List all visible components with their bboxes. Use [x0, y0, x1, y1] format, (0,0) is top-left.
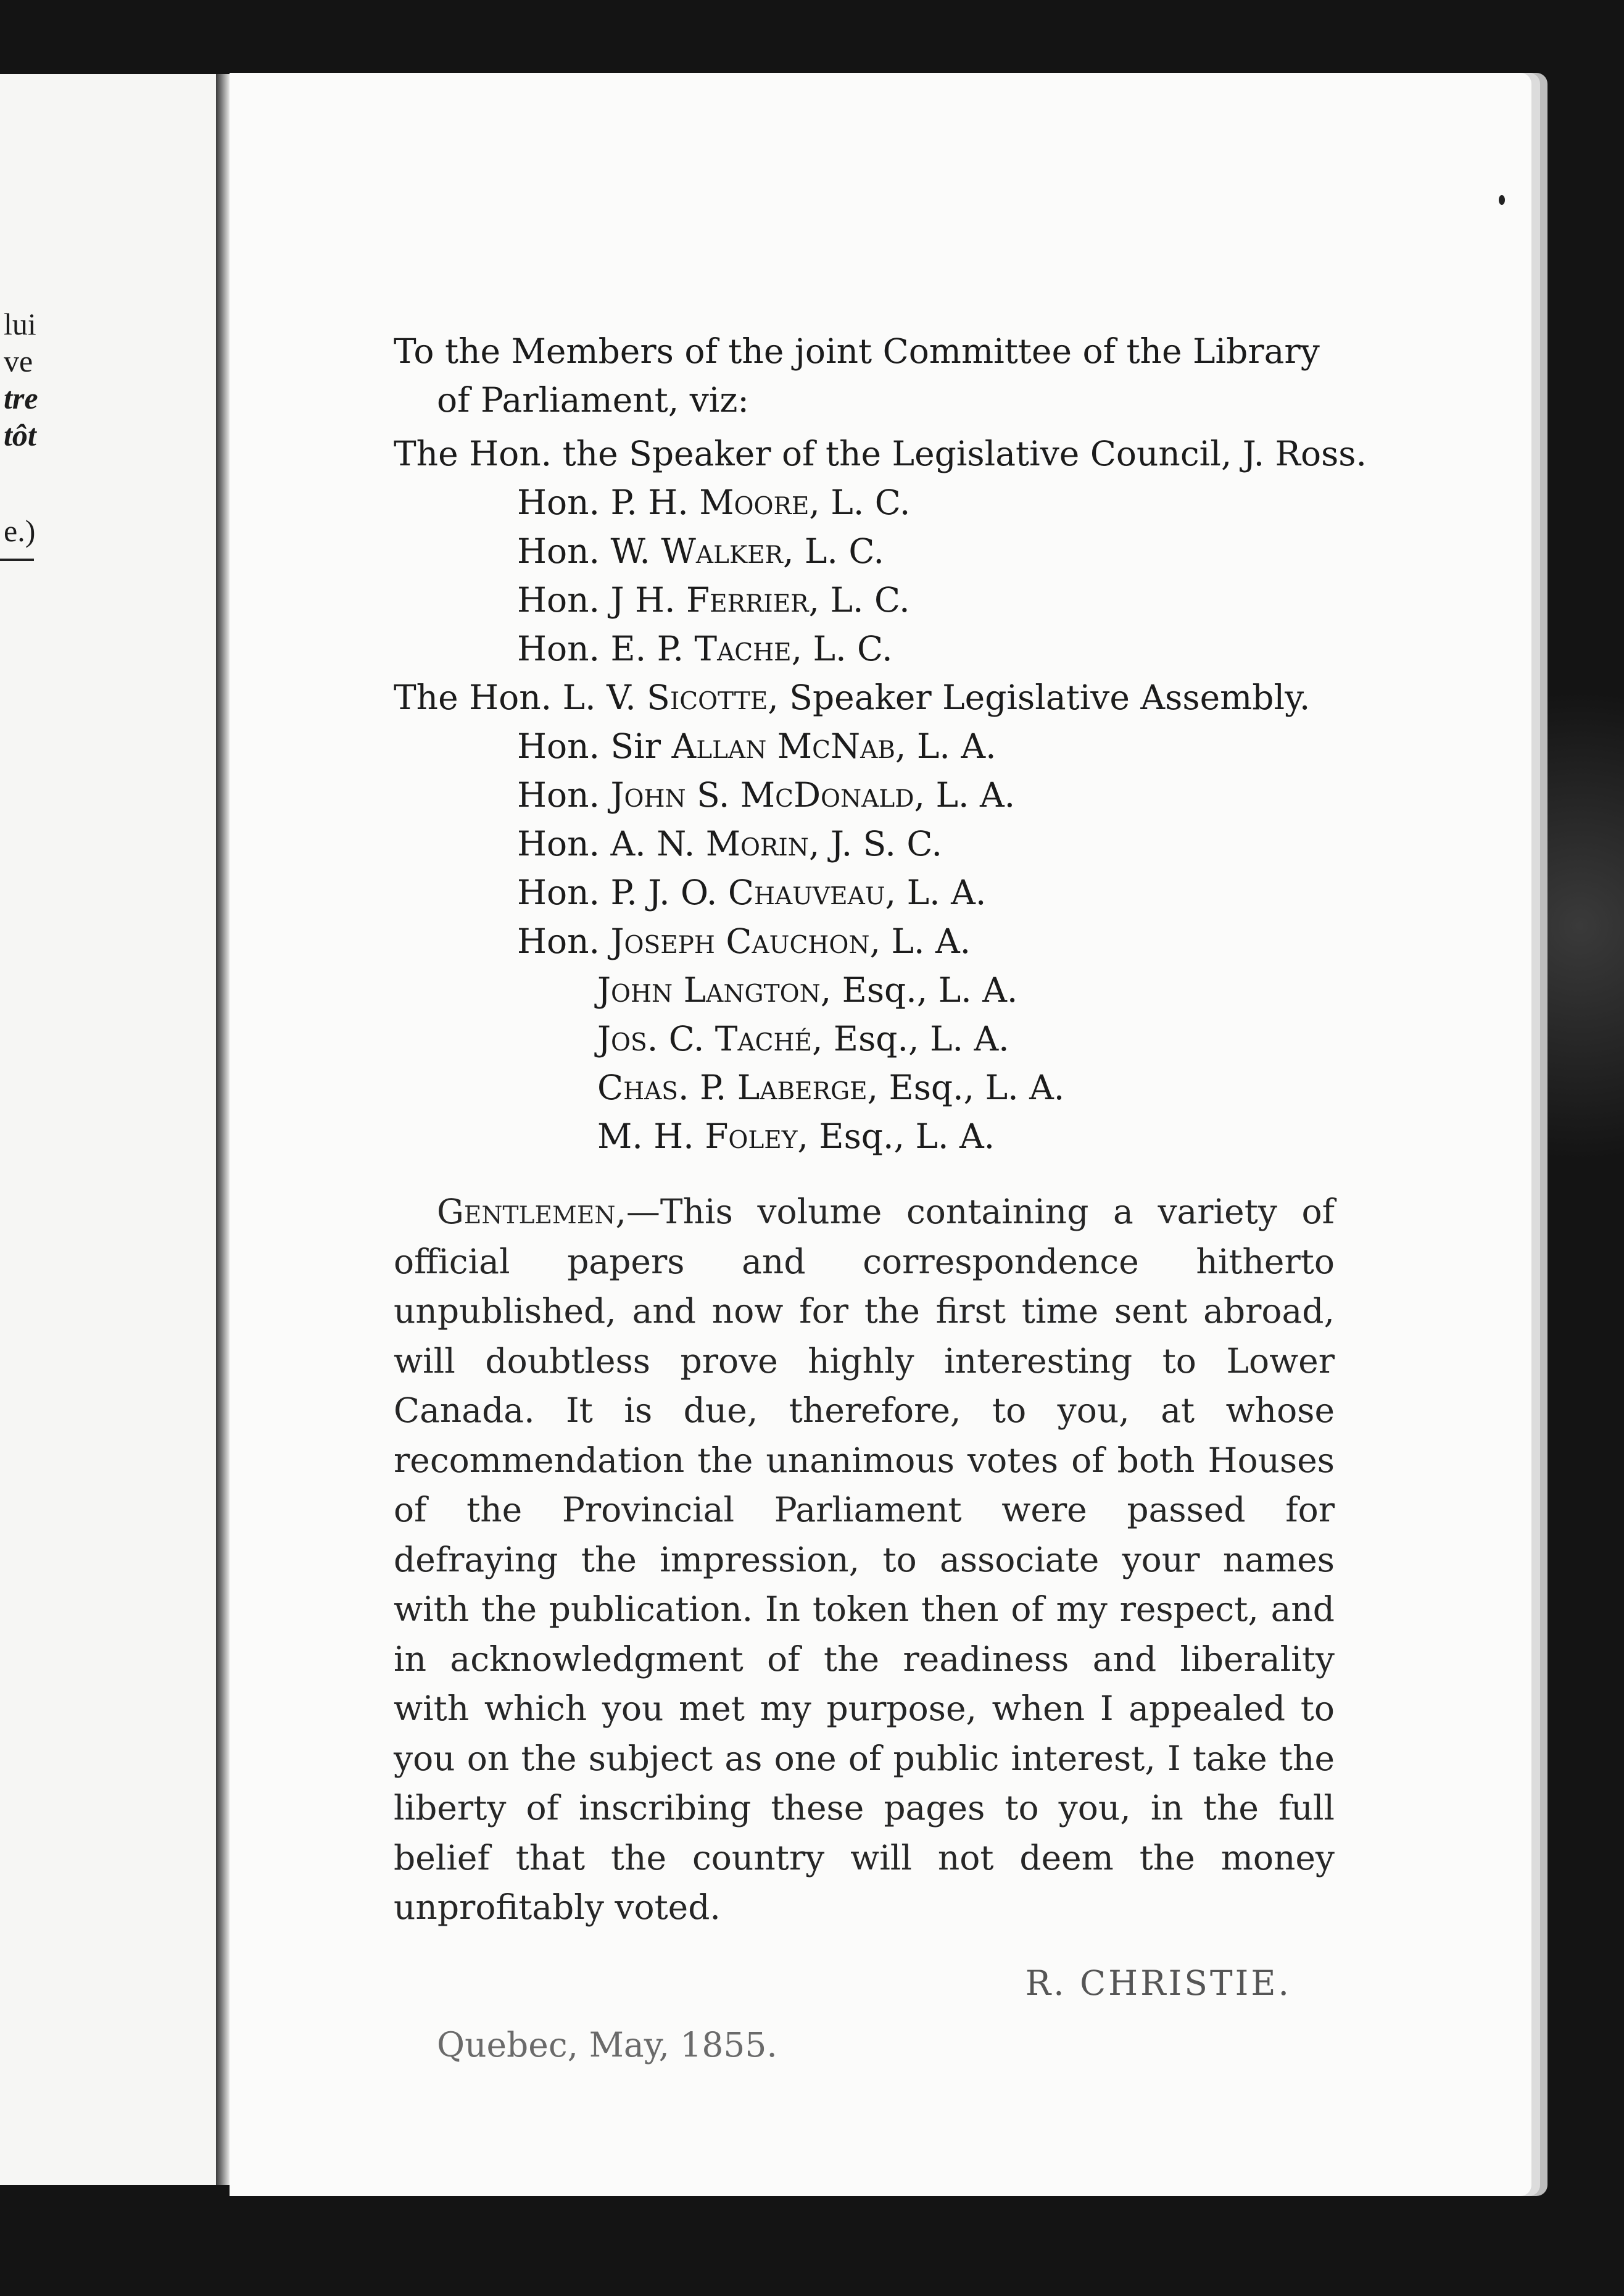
member-line: The Hon. the Speaker of the Legislative Council, J. Ross.	[394, 434, 1367, 473]
book-gutter	[216, 74, 230, 2185]
member-line: John Langton, Esq., L. A.	[597, 970, 1018, 1010]
member-line: Chas. P. Laberge, Esq., L. A.	[597, 1068, 1065, 1107]
member-line: Jos. C. Taché, Esq., L. A.	[597, 1019, 1009, 1059]
left-fragment: tôt	[4, 418, 36, 452]
dedication-text: —This volume containing a variety of official papers and correspondence hitherto unpublished, and now for the first time sent abroad, will doubtless prove highly interesting to Lower Canada. It is due, therefore, to you, at whose recommendation the unanimous votes of both Houses of the Provincial Parliament were passed for defraying the impression, to associate your names with the publication. In token then of my respect, and in acknowledgment of the readiness and liberality with which you met my purpose, when I appealed to you on the subject as one of public interest, I take the liberty of inscribing these pages to you, in the full belief that the country will not deem the money unprofitably voted.	[394, 1192, 1335, 1927]
page-content	[394, 327, 1367, 2069]
left-page-edge	[0, 74, 220, 2185]
member-line: Hon. J H. Ferrier, L. C.	[517, 580, 910, 620]
salutation: Gentlemen,	[437, 1192, 626, 1231]
ink-spot	[1499, 195, 1505, 205]
member-line: Hon. P. J. O. Chauveau, L. A.	[517, 873, 987, 912]
member-line: The Hon. L. V. Sicotte, Speaker Legislative Assembly.	[394, 678, 1311, 717]
member-line: Hon. W. Walker, L. C.	[517, 531, 884, 571]
left-fragment: lui	[4, 307, 36, 341]
address-heading-continued: of Parliament, viz:	[437, 380, 749, 420]
member-line: Hon. John S. McDonald, L. A.	[517, 775, 1016, 815]
member-line: Hon. E. P. Tache, L. C.	[517, 629, 893, 668]
member-line: M. H. Foley, Esq., L. A.	[597, 1117, 995, 1156]
member-line: Hon. P. H. Moore, L. C.	[517, 483, 911, 522]
member-line: Hon. Joseph Cauchon, L. A.	[517, 921, 971, 961]
address-heading: To the Members of the joint Committee of the Library	[394, 331, 1320, 371]
dedication-body	[394, 1187, 1335, 1932]
member-line: Hon. Sir Allan McNab, L. A.	[517, 726, 996, 766]
signature: R. CHRISTIE.	[1025, 1963, 1291, 2003]
member-list	[394, 430, 1367, 1161]
member-line: Hon. A. N. Morin, J. S. C.	[517, 824, 942, 863]
left-divider	[0, 559, 34, 561]
dateline: Quebec, May, 1855.	[437, 2024, 777, 2065]
left-fragment: ve	[4, 344, 33, 378]
left-fragment: e.)	[4, 514, 36, 548]
dedication-paragraph	[394, 1187, 1335, 1932]
left-fragment: tre	[4, 381, 38, 415]
